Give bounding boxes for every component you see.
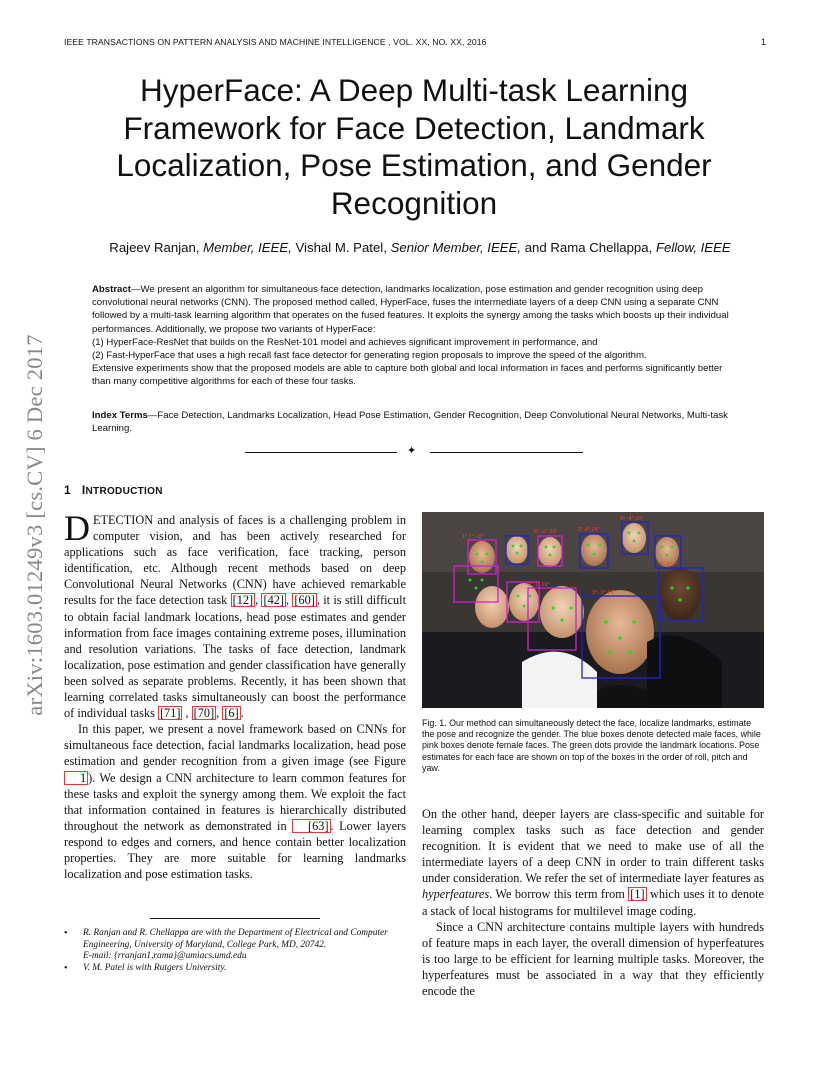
citation-link[interactable]: [12] [232, 593, 254, 608]
footnote-rule [150, 918, 320, 919]
abstract-text: Extensive experiments show that the proposed models are able to capture both global and local information in faces and performs significantly better than many competitive algorithms for each of these four tasks. [92, 363, 723, 388]
group-selfie-illustration [422, 512, 764, 708]
footnote-item [64, 928, 409, 963]
abstract-item: (1) HyperFace-ResNet that builds on the ResNet-101 model and achieves significant improvement in performance, and [92, 336, 598, 348]
pose-label: -3°,1°,19° [526, 582, 550, 588]
abstract-text: —We present an algorithm for simultaneous face detection, landmarks localization, pose estimation and gender recognition using deep convolutional neural networks (CNN). The proposed method called, HyperFace, fuses the intermediate layers of a deep CNN using a separate CNN followed by a multi-task learning algorithm that operates on the fused features. It exploits the synergy among the tasks which boosts up their individual performances. Additionally, we propose two variants of HyperFace: [92, 284, 729, 335]
figure-1-image [422, 512, 764, 708]
citation-link[interactable]: [60] [294, 593, 315, 608]
citation-link[interactable]: [6] [224, 706, 239, 721]
pose-label: 2°,4°,24° [578, 527, 600, 533]
running-header: IEEE TRANSACTIONS ON PATTERN ANALYSIS AND MACHINE INTELLIGENCE , VOL. XX, NO. XX, 2016 [64, 37, 487, 47]
emphasis-term: hyperfeatures [422, 887, 490, 902]
left-column-text [64, 508, 406, 882]
arxiv-identifier: arXiv:1603.01249v3 [cs.CV] 6 Dec 2017 [22, 334, 47, 716]
separator-line-left [245, 452, 397, 453]
text-sep: . [240, 706, 244, 721]
author-role: Senior Member, IEEE, [390, 240, 522, 255]
text-sep: , [255, 593, 262, 608]
citation-link[interactable]: [63] [292, 819, 331, 833]
intro-paragraph [64, 721, 406, 882]
drop-cap: D [64, 508, 90, 548]
footnotes [64, 928, 409, 974]
paper-title: HyperFace: A Deep Multi-task Learning Framework for Face Detection, Landmark Localization, Pose Estimation, and Gender Recognition [116, 72, 712, 221]
section-separator [245, 446, 585, 458]
separator-line-right [430, 452, 583, 453]
footnote-text: R. Ranjan and R. Chellappa are with the Department of Electrical and Computer Engineering, University of Maryland, College Park, MD, 20742. [83, 928, 388, 950]
abstract-item: (2) Fast-HyperFace that uses a high recall fast face detector for generating region proposals to improve the speed of the algorithm. [92, 350, 647, 362]
figure-link[interactable]: 1 [64, 771, 88, 785]
pose-label: 5°,-2°,22° [534, 529, 558, 535]
smallcaps-word: ETECTION [93, 513, 154, 527]
citation-link[interactable]: [42] [263, 593, 284, 608]
author-role: Member, IEEE, [203, 240, 292, 255]
right-column-text [422, 806, 764, 999]
citation-link[interactable]: [71] [159, 706, 181, 721]
pose-label: 4°,-4°,10° [620, 516, 644, 522]
footnote-item [64, 963, 409, 975]
paragraph-text: and analysis of faces is a challenging problem in computer vision, and has been actively researched for applications such as face verification, face tracking, person identification, etc. Although recent methods based on deep Convolutional Neural Networks (CNN) have achieved remarkable results for the face detection task [64, 513, 406, 608]
paragraph-text: . Lower layers respond to edges and corners, and hence contain better localization properties. They are more suitable for learning landmarks localization and pose estimation tasks. [64, 818, 406, 882]
arxiv-stamp [20, 290, 50, 760]
index-terms [92, 409, 742, 435]
paragraph-text: . We borrow this term from [489, 887, 629, 902]
paragraph-text: On the other hand, deeper layers are class-specific and suitable for learning complex tasks such as face detection and gender recognition. It is evident that we need to make use of all the intermediate layers of a deep CNN in order to train different tasks under consideration. We refer the set of intermediate layer features as [422, 807, 764, 886]
paragraph-text: , it is still difficult to obtain facial landmark locations, head pose estimates and gender information from face images containing extreme poses, illumination and resolution variations. The tasks of face detection, landmark localization, pose estimation and gender classification have generally been solved as separate problems. Recently, it has been shown that learning correlated tasks simultaneously can boost the performance of individual tasks [64, 593, 406, 721]
author-list [40, 240, 800, 255]
citation-link[interactable]: [1] [630, 887, 645, 902]
body-paragraph: Since a CNN architecture contains multiple layers with hundreds of feature maps in each layer, the overall dimension of hyperfeatures is too large to be efficient for learning multiple tasks. Moreover, the hyperfeatures must be associated in a way that they efficiently encode the [422, 919, 764, 999]
figure-caption: Fig. 1. Our method can simultaneously detect the face, localize landmarks, estimate the pose and recognize the gender. The blue boxes denote detected male faces, while pink boxes denote female faces. The green dots provide the landmark locations. Pose estimates for each face are shown on top of the boxes in the order of roll, pitch and yaw. [422, 718, 761, 773]
index-terms-label: Index Terms [92, 410, 148, 421]
body-paragraph [422, 806, 764, 919]
author-name: Vishal M. Patel, [295, 240, 387, 255]
footnote-email: E-mail: {rranjan1,rama}@umiacs.umd.edu [83, 951, 247, 962]
footnote-text: V. M. Patel is with Rutgers University. [83, 962, 227, 973]
author-role: Fellow, IEEE [655, 240, 731, 255]
text-sep: , [216, 706, 223, 721]
author-name: Rajeev Ranjan, [109, 240, 200, 255]
text-sep: , [285, 593, 293, 608]
intro-paragraph [64, 508, 406, 721]
section-heading [64, 483, 163, 497]
diamond-ornament-icon: ✦ [407, 445, 417, 457]
page-number: 1 [760, 37, 766, 47]
section-title-initial: I [81, 483, 86, 497]
author-name: and Rama Chellappa, [524, 240, 653, 255]
abstract [92, 283, 742, 389]
index-terms-text: —Face Detection, Landmarks Localization, Head Pose Estimation, Gender Recognition, Deep Convolutional Neural Networks, Multi-task Learning. [92, 410, 728, 435]
pose-label: 7°,5°,7° [660, 562, 679, 568]
section-number: 1 [64, 483, 71, 497]
pose-label: 1°,7°,18° [462, 534, 484, 540]
paragraph-text: ). We design a CNN architecture to learn common features for these tasks and exploit the synergy among them. We exploit the fact that information contained in features is hierarchically distributed throughout the network as demonstrated in [64, 770, 406, 833]
text-sep: , [182, 706, 192, 721]
section-title-rest: NTRODUCTION [85, 486, 163, 497]
abstract-label: Abstract [92, 284, 131, 295]
paragraph-text: In this paper, we present a novel framework based on CNNs for simultaneous face detection, facial landmarks localization, head pose estimation and gender recognition from a given image (see Figure [64, 722, 406, 769]
paragraph-text: which uses it to denote a stack of local histograms for multilevel image coding. [422, 887, 764, 918]
abstract-paragraph [92, 283, 742, 336]
citation-link[interactable]: [70] [193, 706, 215, 721]
pose-label: 3°,-3°,14° [592, 590, 616, 596]
